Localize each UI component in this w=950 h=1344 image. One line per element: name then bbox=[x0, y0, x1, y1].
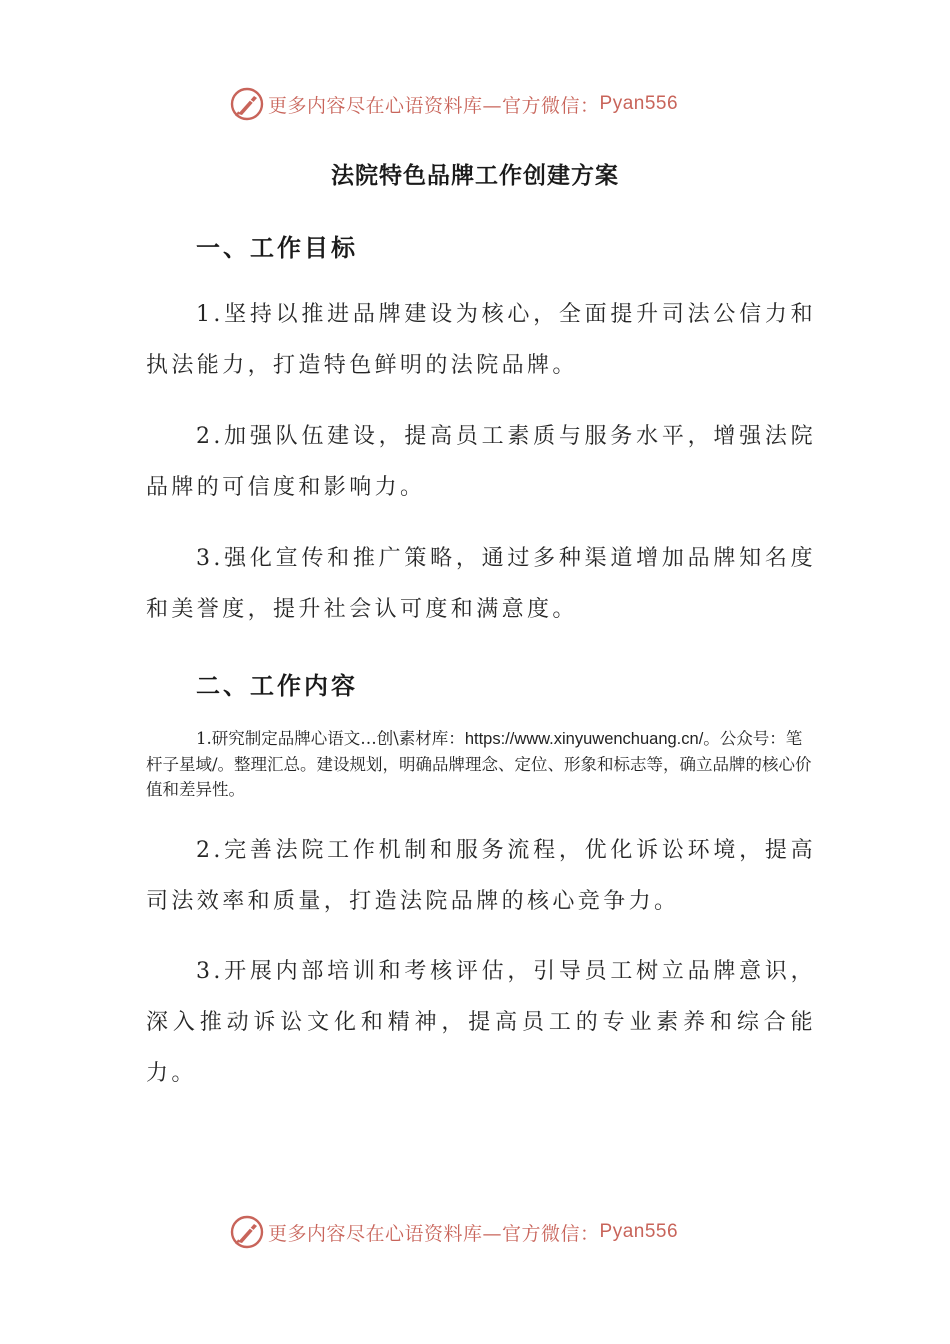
content-item-1 bbox=[146, 726, 818, 802]
content-item-3: 3.开展内部培训和考核评估，引导员工树立品牌意识，深入推动诉讼文化和精神，提高员工的专业素养和综合能力。 bbox=[146, 959, 816, 1086]
quill-logo-icon bbox=[230, 87, 264, 121]
content-item-2: 2.完善法院工作机制和服务流程，优化诉讼环境，提高司法效率和质量，打造法院品牌的核心竞争力。 bbox=[146, 838, 816, 914]
goal-item-2: 2.加强队伍建设，提高员工素质与服务水平，增强法院品牌的可信度和影响力。 bbox=[146, 424, 816, 500]
banner-text: 更多内容尽在心语资料库—官方微信： bbox=[268, 1222, 600, 1245]
goal-item-3: 3.强化宣传和推广策略，通过多种渠道增加品牌知名度和美誉度，提升社会认可度和满意度。 bbox=[146, 546, 816, 622]
section-heading-goals: 一、工作目标 bbox=[196, 233, 358, 262]
quill-logo-icon bbox=[230, 1215, 264, 1249]
goal-item-1: 1.坚持以推进品牌建设为核心，全面提升司法公信力和执法能力，打造特色鲜明的法院品牌。 bbox=[146, 302, 816, 378]
document-title: 法院特色品牌工作创建方案 bbox=[331, 162, 619, 189]
section-heading-content: 二、工作内容 bbox=[196, 671, 358, 700]
content-item-1-prefix: 1.研究制定品牌心语文…创\素材库： bbox=[196, 729, 465, 748]
banner-text: 更多内容尽在心语资料库—官方微信： bbox=[268, 94, 600, 117]
content-item-1-suffix: 。公众号：笔杆子星域/。整理汇总。建设规划，明确品牌理念、定位、形象和标志等，确立品牌的核心价值和差异性。 bbox=[146, 729, 812, 799]
banner-wechat-id: Pyan556 bbox=[599, 93, 679, 114]
header-banner bbox=[230, 84, 750, 124]
material-library-link[interactable]: https://www.xinyuwenchuang.cn/ bbox=[464, 730, 704, 748]
banner-wechat-id: Pyan556 bbox=[599, 1221, 679, 1242]
footer-banner bbox=[230, 1212, 750, 1252]
